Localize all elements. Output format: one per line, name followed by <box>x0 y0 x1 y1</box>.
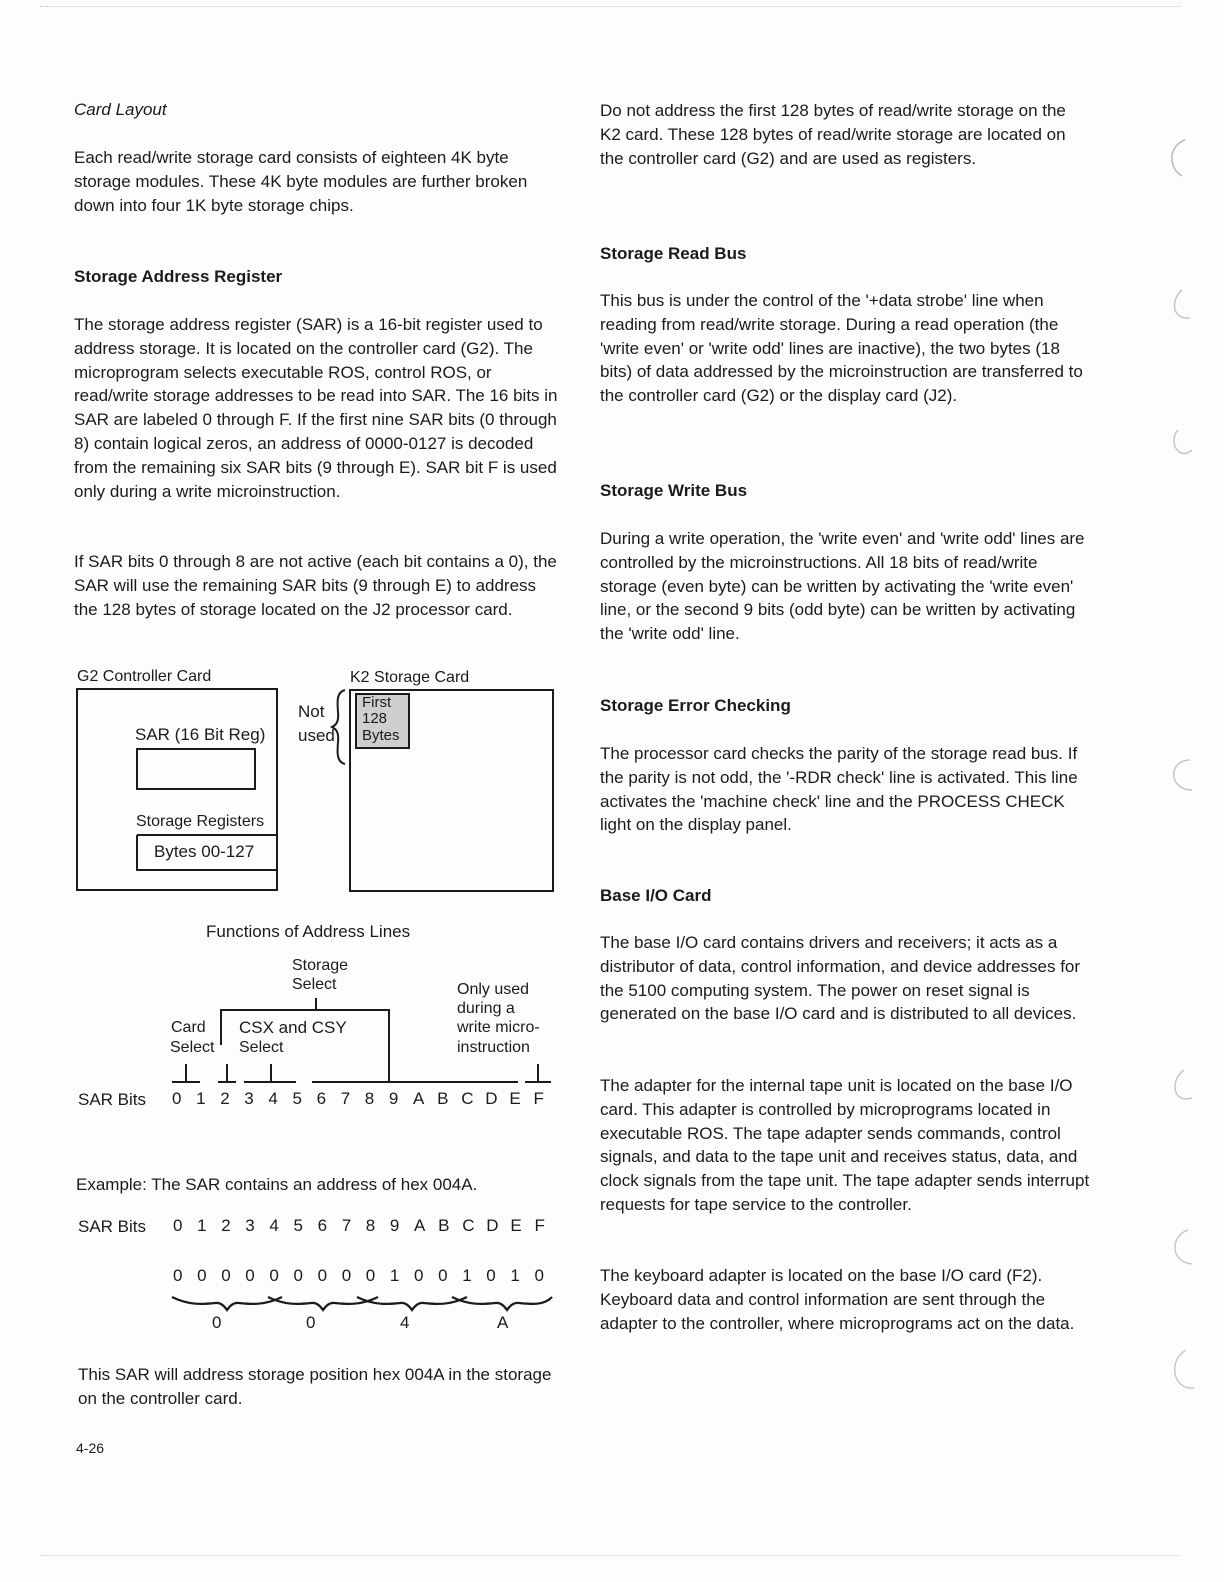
card-label: Card <box>171 1019 206 1036</box>
base-io-heading: Base I/O Card <box>600 886 712 905</box>
base-io-text-1: The base I/O card contains drivers and receivers; it acts as a distributor of data, control information, and device addresses for the 5100 computing system. The power on reset signal is generated on the base I/O card and is distributed to all devices. <box>600 933 1081 1024</box>
example-bit-value: 0 <box>341 1266 352 1285</box>
intro-text: Do not address the first 128 bytes of read/write storage on the K2 card. These 128 bytes of read/write storage are located on the controller card (G2) and are used as registers. <box>600 101 1066 168</box>
scan-edge-bottom <box>40 1555 1180 1556</box>
example-bit-label: 1 <box>197 1216 207 1235</box>
only-used-3: write micro- <box>457 1019 540 1036</box>
read-bus-heading: Storage Read Bus <box>600 244 747 263</box>
example-hex-digit: 0 <box>306 1313 316 1332</box>
sar-reg-label: SAR (16 Bit Reg) <box>135 725 266 744</box>
example-bit-value: 0 <box>269 1266 279 1285</box>
closing-text: This SAR will address storage position hex 004A in the storage on the controller card. <box>78 1365 552 1408</box>
sar-bit: 2 <box>220 1089 230 1108</box>
storage-label: Storage <box>292 957 349 974</box>
example-hex-digit: A <box>497 1313 509 1332</box>
diagram-title: Functions of Address Lines <box>206 922 411 941</box>
example-bit-value: 0 <box>414 1266 424 1285</box>
card-layout-text: Each read/write storage card consists of eighteen 4K byte storage modules. These 4K byte modules are further broken down into four 1K byte storage chips. <box>74 148 528 215</box>
nibble-braces <box>0 0 600 1340</box>
bytes-label: Bytes 00-127 <box>154 842 255 861</box>
example-bit-value: 0 <box>534 1266 544 1285</box>
example-bit-label: E <box>510 1216 522 1235</box>
example-bit-value: 1 <box>510 1266 520 1285</box>
sar-bit: 6 <box>316 1089 327 1108</box>
example-bit-label: A <box>414 1216 426 1235</box>
example-bit-label: B <box>438 1216 450 1235</box>
sar-bits-label: SAR Bits <box>78 1090 147 1109</box>
example-text: Example: The SAR contains an address of hex 004A. <box>76 1175 478 1194</box>
example-bit-label: 4 <box>269 1216 279 1235</box>
only-used-2: during a <box>457 1000 515 1017</box>
write-bus-heading: Storage Write Bus <box>600 481 748 500</box>
example-bit-value: 0 <box>293 1266 303 1285</box>
example-bit-value: 0 <box>221 1266 231 1285</box>
csx-select-label: Select <box>239 1039 284 1056</box>
sar-bit: 5 <box>292 1089 302 1108</box>
sar-text-1: The storage address register (SAR) is a 16-bit register used to address storage. It is located on the controller card (G2). The microprogram selects executable ROS, control ROS, or read/write storage addresses to be read into SAR. The 16 bits in SAR are labeled 0 through F. If the first nine SAR bits (0 through 8) contain logical zeros, an address of 0000-0127 is decoded from the remaining six SAR bits (9 through E). SAR bit F is used only during a write microinstruction. <box>74 315 558 501</box>
example-bit-label: F <box>534 1216 545 1235</box>
sar-bit: 0 <box>172 1089 182 1108</box>
sar-bit: C <box>461 1089 474 1108</box>
example-bit-label: 9 <box>389 1216 400 1235</box>
example-bit-value: 1 <box>462 1266 472 1285</box>
base-io-text-3: The keyboard adapter is located on the base I/O card (F2). Keyboard data and control information are sent through the adapter to the controller, where microprograms act on the data. <box>600 1266 1075 1333</box>
sar-bit: 7 <box>340 1089 351 1108</box>
only-used-4: instruction <box>457 1039 530 1056</box>
example-bit-label: D <box>486 1216 499 1235</box>
card-layout-title: Card Layout <box>74 100 167 119</box>
example-bit-label: 3 <box>245 1216 255 1235</box>
example-sar-bits-label: SAR Bits <box>78 1217 147 1236</box>
example-bit-value: 0 <box>197 1266 207 1285</box>
sar-bit: 1 <box>196 1089 206 1108</box>
page-number: 4-26 <box>76 1440 105 1456</box>
example-hex-digit: 4 <box>400 1313 410 1332</box>
example-bit-label: 2 <box>221 1216 231 1235</box>
write-bus-text: During a write operation, the 'write even' and 'write odd' lines are controlled by the microinstructions. All 18 bits of read/write storage (even byte) can be written by activating the 'write even' line, or the second 9 bits (odd byte) can be written by activating the 'write odd' line. <box>600 529 1085 644</box>
example-bit-label: 7 <box>341 1216 352 1235</box>
sar-bit: B <box>437 1089 449 1108</box>
first-label: First <box>362 694 392 711</box>
bytes-k2-label: Bytes <box>362 727 400 744</box>
k2-label: K2 Storage Card <box>350 669 470 686</box>
sar-heading: Storage Address Register <box>74 267 283 286</box>
example-bit-label: 8 <box>365 1216 376 1235</box>
only-used-1: Only used <box>457 981 530 998</box>
binder-marks <box>1130 0 1224 1582</box>
example-bit-value: 0 <box>173 1266 183 1285</box>
sar-bit: 4 <box>268 1089 278 1108</box>
error-heading: Storage Error Checking <box>600 696 791 715</box>
sar-bit: 9 <box>388 1089 399 1108</box>
sar-bit: 8 <box>364 1089 375 1108</box>
storage-select-label: Select <box>292 976 337 993</box>
example-bit-value: 0 <box>317 1266 328 1285</box>
example-bit-label: 5 <box>293 1216 303 1235</box>
example-bit-value: 0 <box>245 1266 255 1285</box>
example-bit-value: 0 <box>365 1266 376 1285</box>
error-text: The processor card checks the parity of the storage read bus. If the parity is not odd, the '-RDR check' line is activated. This line activates the 'machine check' line and the PROCESS CHECK light on the display panel. <box>600 744 1078 835</box>
example-hex-digit: 0 <box>212 1313 222 1332</box>
g2-label: G2 Controller Card <box>77 668 212 685</box>
base-io-text-2: The adapter for the internal tape unit is located on the base I/O card. This adapter is controlled by microprograms located in executable ROS. The tape adapter sends commands, control signals, and data to the tape unit and receives status, data, and clock signals from the tape unit. The tape adapter sends interrupt requests for tape service to the controller. <box>600 1076 1090 1214</box>
example-bit-value: 1 <box>389 1266 400 1285</box>
example-bit-label: 0 <box>173 1216 183 1235</box>
sar-bit: D <box>485 1089 498 1108</box>
not-label: Not <box>298 702 325 721</box>
card-select-label: Select <box>170 1039 215 1056</box>
sar-bit: F <box>533 1089 544 1108</box>
storage-registers-label: Storage Registers <box>136 813 265 830</box>
n128-label: 128 <box>362 710 388 727</box>
sar-bit: E <box>509 1089 521 1108</box>
example-bit-value: 0 <box>438 1266 448 1285</box>
csx-label: CSX and CSY <box>239 1018 347 1037</box>
example-bit-label: 6 <box>317 1216 328 1235</box>
used-label: used <box>298 726 335 745</box>
read-bus-text: This bus is under the control of the '+data strobe' line when reading from read/write storage. During a read operation (the 'write even' or 'write odd' lines are inactive), the two bytes (18 bits) of data addressed by the microinstruction are transferred to the controller card (G2) or the display card (J2). <box>600 291 1083 406</box>
sar-text-2: If SAR bits 0 through 8 are not active (each bit contains a 0), the SAR will use the remaining SAR bits (9 through E) to address the 128 bytes of storage located on the J2 processor card. <box>74 552 557 619</box>
example-bit-label: C <box>462 1216 475 1235</box>
sar-bit: A <box>413 1089 425 1108</box>
example-bit-value: 0 <box>486 1266 496 1285</box>
sar-bit: 3 <box>244 1089 254 1108</box>
